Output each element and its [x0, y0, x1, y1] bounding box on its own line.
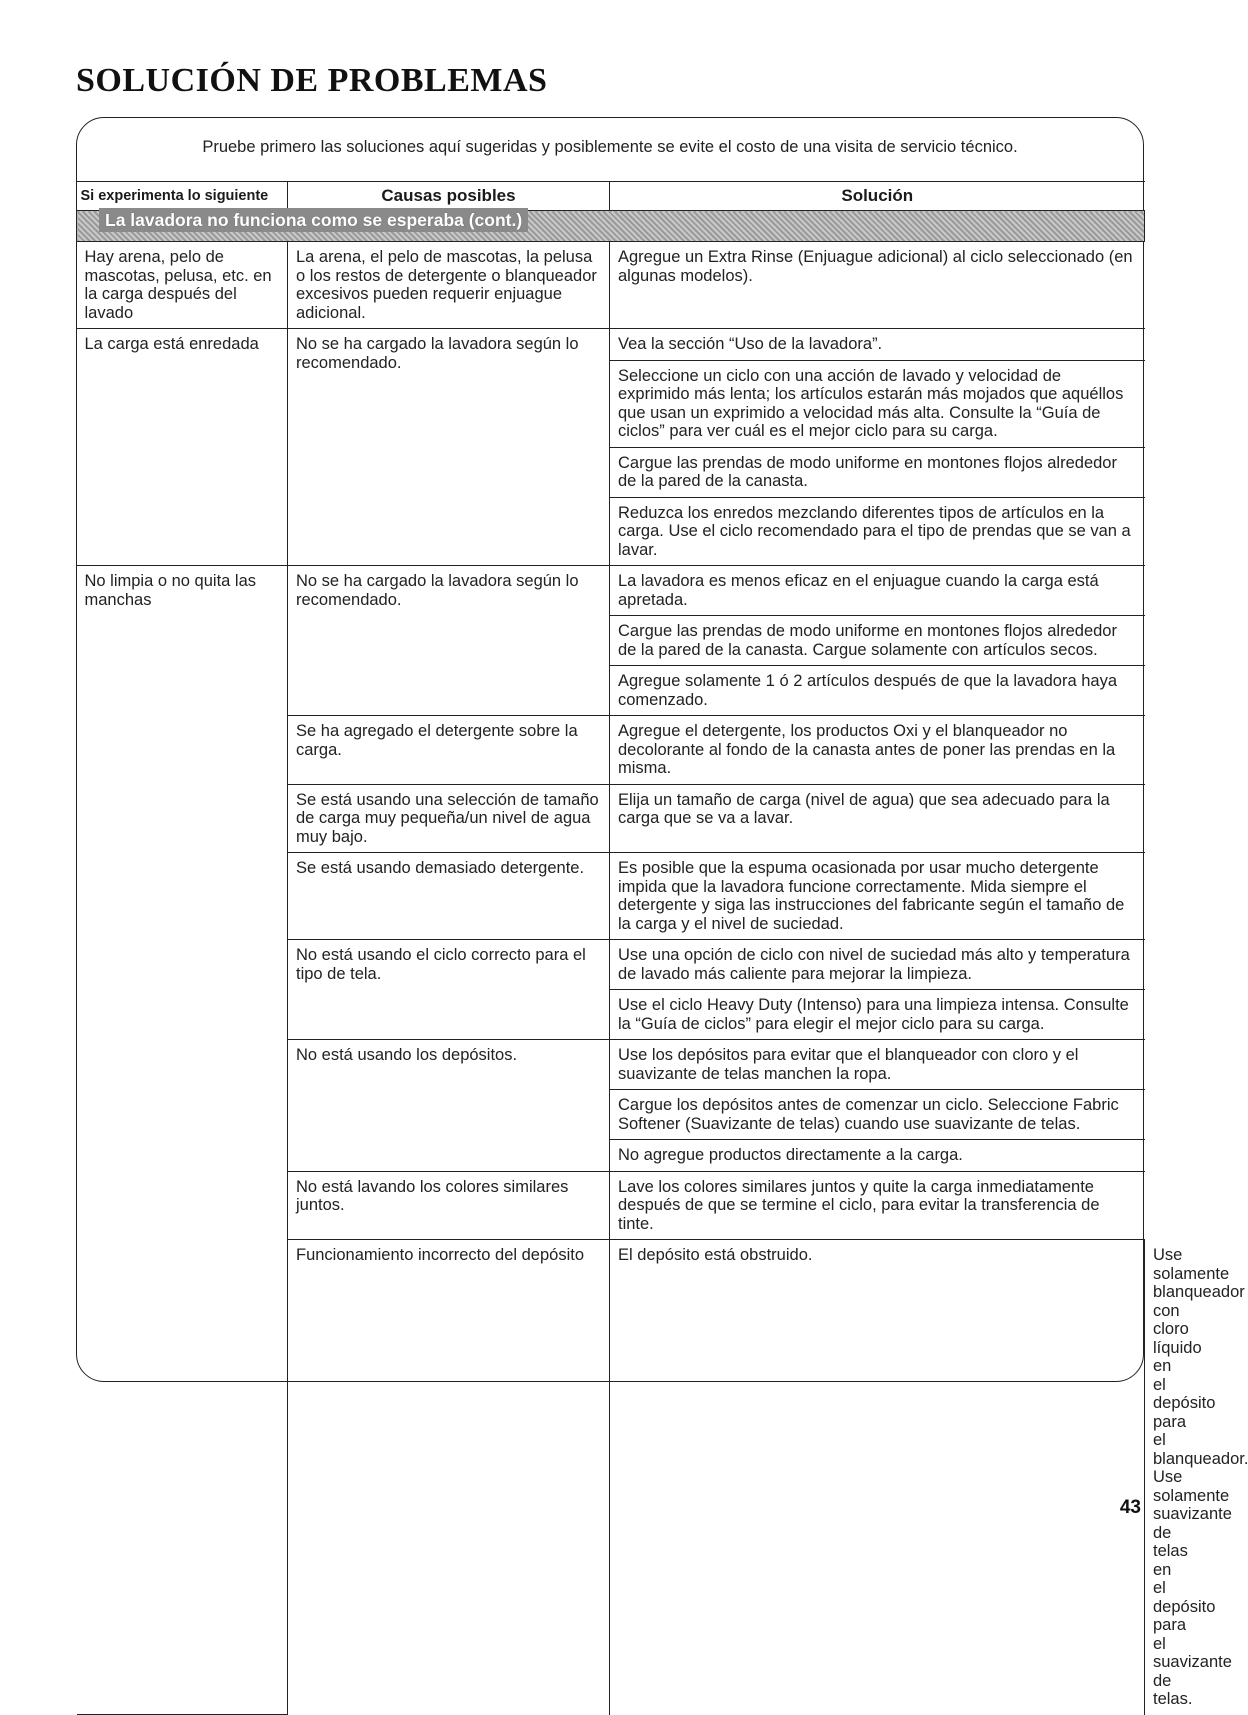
- solution-cell: Elija un tamaño de carga (nivel de agua) que sea adecuado para la carga que se va a lavar.: [610, 784, 1145, 853]
- solution-cell: Lave los colores similares juntos y quite la carga inmediatamente después de que se termine el ciclo, para evitar la transferencia de tinte.: [610, 1171, 1145, 1240]
- cause-cell: No está usando el ciclo correcto para el tipo de tela.: [288, 940, 610, 1040]
- solution-cell: La lavadora es menos eficaz en el enjuague cuando la carga está apretada.: [610, 566, 1145, 616]
- solution-cell: Vea la sección “Uso de la lavadora”.: [610, 329, 1145, 361]
- cause-cell: Se ha agregado el detergente sobre la carga.: [288, 716, 610, 785]
- intro-text: Pruebe primero las soluciones aquí sugeridas y posiblemente se evite el costo de una visita de servicio técnico.: [202, 138, 1018, 156]
- header-solution: Solución: [610, 182, 1145, 211]
- section-banner: [77, 211, 1145, 242]
- cause-cell: No está lavando los colores similares juntos.: [288, 1171, 610, 1240]
- cause-cell: No está usando los depósitos.: [288, 1040, 610, 1172]
- cause-cell: No se ha cargado la lavadora según lo recomendado.: [288, 329, 610, 566]
- solution-cell: Cargue las prendas de modo uniforme en montones flojos alrededor de la pared de la canasta.: [610, 447, 1145, 497]
- cause-cell: Se está usando demasiado detergente.: [288, 853, 610, 940]
- header-cause: Causas posibles: [288, 182, 610, 211]
- solution-cell: Use una opción de ciclo con nivel de suciedad más alto y temperatura de lavado más caliente para mejorar la limpieza.: [610, 940, 1145, 990]
- header-symptom: Si experimenta lo siguiente: [77, 182, 288, 211]
- page-title: SOLUCIÓN DE PROBLEMAS: [76, 62, 548, 99]
- table-row: [77, 566, 1145, 616]
- solution-cell: No agregue productos directamente a la carga.: [610, 1140, 1145, 1172]
- table-header-row: [77, 182, 1145, 211]
- symptom-cell: Funcionamiento incorrecto del depósito: [288, 1240, 610, 1715]
- table-row: Funcionamiento incorrecto del depósito El depósito está obstruido. Use solamente blanqueador con cloro líquido en el depósito para el blanqueador. Use solamente suavizante de telas en el depósito para el suavizante de telas.: [77, 1240, 1145, 1715]
- solution-cell: Cargue los depósitos antes de comenzar un ciclo. Seleccione Fabric Softener (Suavizante de telas) cuando use suavizante de telas.: [610, 1090, 1145, 1140]
- symptom-cell: La carga está enredada: [77, 329, 288, 566]
- solution-cell: Agregue solamente 1 ó 2 artículos después de que la lavadora haya comenzado.: [610, 666, 1145, 716]
- solution-cell: Use el ciclo Heavy Duty (Intenso) para una limpieza intensa. Consulte la “Guía de ciclos” para elegir el mejor ciclo para su carga.: [610, 990, 1145, 1040]
- solution-cell: Es posible que la espuma ocasionada por usar mucho detergente impida que la lavadora funcione correctamente. Mida siempre el detergente y siga las instrucciones del fabricante según el tamaño de la carga y el nivel de suciedad.: [610, 853, 1145, 940]
- solution-cell: Agregue el detergente, los productos Oxi y el blanqueador no decolorante al fondo de la canasta antes de poner las prendas en la misma.: [610, 716, 1145, 785]
- solution-cell: Agregue un Extra Rinse (Enjuague adicional) al ciclo seleccionado (en algunas modelos).: [610, 242, 1145, 329]
- symptom-cell: Hay arena, pelo de mascotas, pelusa, etc. en la carga después del lavado: [77, 242, 288, 329]
- solution-cell: Seleccione un ciclo con una acción de lavado y velocidad de exprimido más lenta; los artículos estarán más mojados que aquéllos que usan un exprimido a velocidad más alta. Consulte la “Guía de ciclos” para ver cuál es el mejor ciclo para su carga.: [610, 360, 1145, 447]
- table-row: [77, 329, 1145, 361]
- solution-cell: Use los depósitos para evitar que el blanqueador con cloro y el suavizante de telas manchen la ropa.: [610, 1040, 1145, 1090]
- section-title: La lavadora no funciona como se esperaba (cont.): [99, 208, 528, 232]
- symptom-cell: No limpia o no quita las manchas: [77, 566, 288, 1715]
- table-row: [77, 242, 1145, 329]
- cause-cell: El depósito está obstruido.: [610, 1240, 1145, 1715]
- section-banner-row: [77, 211, 1145, 242]
- cause-cell: La arena, el pelo de mascotas, la pelusa o los restos de detergente o blanqueador excesivos pueden requerir enjuague adicional.: [288, 242, 610, 329]
- cause-cell: No se ha cargado la lavadora según lo recomendado.: [288, 566, 610, 716]
- troubleshooting-table: [76, 181, 1248, 1715]
- solution-cell: Cargue las prendas de modo uniforme en montones flojos alrededor de la pared de la canasta. Cargue solamente con artículos secos.: [610, 616, 1145, 666]
- cause-cell: Se está usando una selección de tamaño de carga muy pequeña/un nivel de agua muy bajo.: [288, 784, 610, 853]
- solution-cell: Reduzca los enredos mezclando diferentes tipos de artículos en la carga. Use el ciclo recomendado para el tipo de prendas que se van a lavar.: [610, 497, 1145, 566]
- page-number: 43: [1119, 1497, 1141, 1518]
